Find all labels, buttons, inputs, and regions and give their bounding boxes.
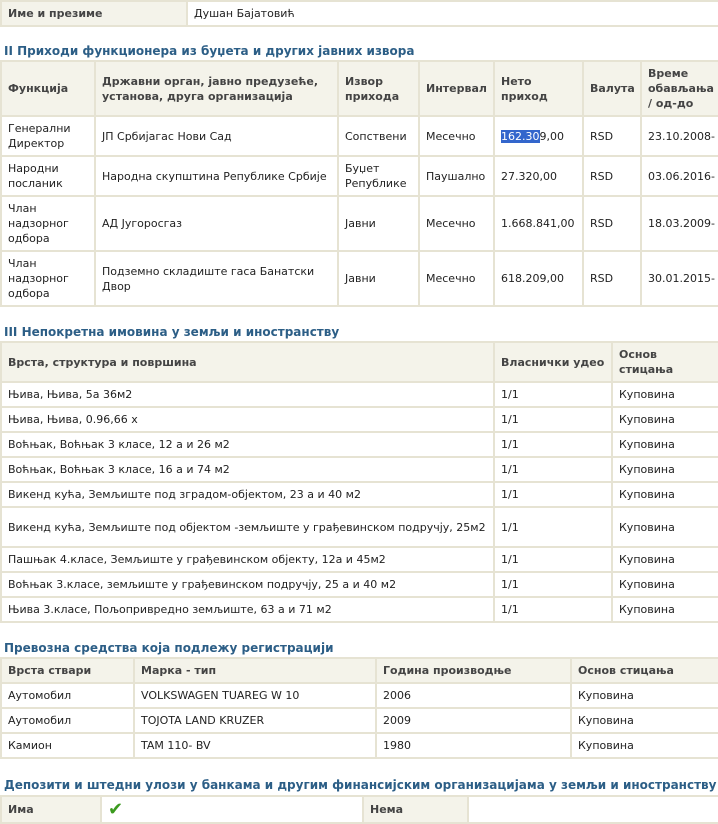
vehicles-cell: Куповина: [571, 683, 718, 708]
income-header: Валута: [583, 61, 641, 116]
vehicles-cell: Камион: [1, 733, 134, 758]
property-cell: 1/1: [494, 457, 612, 482]
property-cell: Њива, Њива, 0.96,66 х: [1, 407, 494, 432]
income-header: Извор прихода: [338, 61, 419, 116]
table-row: [1, 156, 718, 196]
property-cell: 1/1: [494, 407, 612, 432]
property-cell: Воћњак, Воћњак 3 класе, 16 а и 74 м2: [1, 457, 494, 482]
income-cell: 03.06.2016-: [641, 156, 718, 196]
table-row: [1, 251, 718, 306]
income-cell: RSD: [583, 156, 641, 196]
deposits-table: [0, 795, 718, 824]
property-section-title: III Непокретна имовина у земљи и иностранству: [4, 325, 340, 339]
property-cell: Куповина: [612, 572, 718, 597]
property-cell: Куповина: [612, 432, 718, 457]
property-table: [0, 341, 718, 623]
table-row: [1, 407, 718, 432]
property-cell: 1/1: [494, 572, 612, 597]
income-cell: 27.320,00: [494, 156, 583, 196]
income-header: Интервал: [419, 61, 494, 116]
table-row: [1, 482, 718, 507]
property-cell: Пашњак 4.класе, Земљиште у грађевинском објекту, 12а и 45м2: [1, 547, 494, 572]
income-header: Функција: [1, 61, 95, 116]
income-header: Државни орган, јавно предузеће, установа, друга организација: [95, 61, 338, 116]
vehicles-table: [0, 657, 718, 759]
income-cell: Подземно складиште гаса Банатски Двор: [95, 251, 338, 306]
income-cell: АД Југоросгаз: [95, 196, 338, 251]
income-section-title: II Приходи функционера из буџета и других јавних извора: [4, 44, 415, 58]
income-net-cell-selected[interactable]: [494, 116, 583, 156]
income-cell: RSD: [583, 251, 641, 306]
vehicles-cell: Аутомобил: [1, 683, 134, 708]
vehicles-header: Марка - тип: [134, 658, 376, 683]
vehicles-cell: TOJOTA LAND KRUZER: [134, 708, 376, 733]
income-cell: Члан надзорног одбора: [1, 251, 95, 306]
table-row: [1, 382, 718, 407]
selected-text: 162.30: [501, 129, 540, 143]
income-cell: Буџет Републике: [338, 156, 419, 196]
income-cell: RSD: [583, 116, 641, 156]
vehicles-cell: 2009: [376, 708, 571, 733]
property-cell: Њива 3.класе, Пољопривредно земљиште, 63 а и 71 м2: [1, 597, 494, 622]
vehicles-cell: Куповина: [571, 733, 718, 758]
property-cell: Викенд кућа, Земљиште под објектом -земљиште у грађевинском подручју, 25м2: [1, 507, 494, 547]
property-cell: Куповина: [612, 482, 718, 507]
vehicles-cell: Аутомобил: [1, 708, 134, 733]
property-header: Власнички удео: [494, 342, 612, 382]
income-header: Време обављања / од-до: [641, 61, 718, 116]
income-cell: Месечно: [419, 196, 494, 251]
income-header: Нето приход: [494, 61, 583, 116]
property-header: Основ стицања: [612, 342, 718, 382]
vehicles-cell: 1980: [376, 733, 571, 758]
table-row: [1, 683, 718, 708]
deposits-has-value: [101, 796, 363, 823]
property-cell: Куповина: [612, 507, 718, 547]
property-cell: 1/1: [494, 597, 612, 622]
property-cell: Њива, Њива, 5а 36м2: [1, 382, 494, 407]
table-row: [1, 597, 718, 622]
property-cell: Куповина: [612, 597, 718, 622]
income-cell: 618.209,00: [494, 251, 583, 306]
income-cell: RSD: [583, 196, 641, 251]
income-cell: 1.668.841,00: [494, 196, 583, 251]
checkmark-icon: ✔: [108, 798, 124, 820]
vehicles-header: Врста ствари: [1, 658, 134, 683]
property-header: Врста, структура и површина: [1, 342, 494, 382]
table-row: [1, 196, 718, 251]
income-cell: Члан надзорног одбора: [1, 196, 95, 251]
income-cell: ЈП Србијагас Нови Сад: [95, 116, 338, 156]
table-row: [1, 116, 718, 156]
income-cell: 18.03.2009-: [641, 196, 718, 251]
income-table: [0, 60, 718, 307]
income-cell: Месечно: [419, 116, 494, 156]
property-cell: Куповина: [612, 407, 718, 432]
property-cell: Куповина: [612, 547, 718, 572]
unselected-text: 9,00: [539, 129, 564, 143]
property-cell: 1/1: [494, 482, 612, 507]
income-cell: Сопствени: [338, 116, 419, 156]
income-cell: Генерални Директор: [1, 116, 95, 156]
deposits-section-title: Депозити и штедни улози у банкама и другим финансијским организацијама у земљи и иностранству: [4, 778, 717, 792]
table-row: [1, 432, 718, 457]
income-cell: Народни посланик: [1, 156, 95, 196]
income-cell: Јавни: [338, 251, 419, 306]
vehicles-cell: Куповина: [571, 708, 718, 733]
table-row: [1, 457, 718, 482]
income-cell: Јавни: [338, 196, 419, 251]
name-table: [0, 0, 718, 27]
vehicles-header: Година производње: [376, 658, 571, 683]
deposits-none-value: [468, 796, 718, 823]
property-cell: 1/1: [494, 432, 612, 457]
property-cell: Куповина: [612, 382, 718, 407]
property-cell: 1/1: [494, 382, 612, 407]
income-cell: Паушално: [419, 156, 494, 196]
vehicles-section-title: Превозна средства која подлежу регистрацији: [4, 641, 334, 655]
property-cell: Воћњак, Воћњак 3 класе, 12 а и 26 м2: [1, 432, 494, 457]
vehicles-header: Основ стицања: [571, 658, 718, 683]
income-cell: 30.01.2015-: [641, 251, 718, 306]
name-value: Душан Бајатовић: [187, 1, 718, 26]
property-cell: Воћњак 3.класе, земљиште у грађевинском подручју, 25 а и 40 м2: [1, 572, 494, 597]
deposits-none-label: Нема: [363, 796, 468, 823]
deposits-has-label: Има: [1, 796, 101, 823]
table-row: [1, 733, 718, 758]
vehicles-cell: TAM 110- BV: [134, 733, 376, 758]
property-cell: Куповина: [612, 457, 718, 482]
table-row: [1, 547, 718, 572]
vehicles-cell: VOLKSWAGEN TUAREG W 10: [134, 683, 376, 708]
property-cell: 1/1: [494, 547, 612, 572]
table-row: [1, 572, 718, 597]
table-row: [1, 507, 718, 547]
vehicles-cell: 2006: [376, 683, 571, 708]
table-row: [1, 708, 718, 733]
income-cell: Месечно: [419, 251, 494, 306]
income-cell: Народна скупштина Републике Србије: [95, 156, 338, 196]
property-cell: Викенд кућа, Земљиште под зградом-објектом, 23 а и 40 м2: [1, 482, 494, 507]
income-cell: 23.10.2008-: [641, 116, 718, 156]
property-cell: 1/1: [494, 507, 612, 547]
name-label: Име и презиме: [1, 1, 187, 26]
